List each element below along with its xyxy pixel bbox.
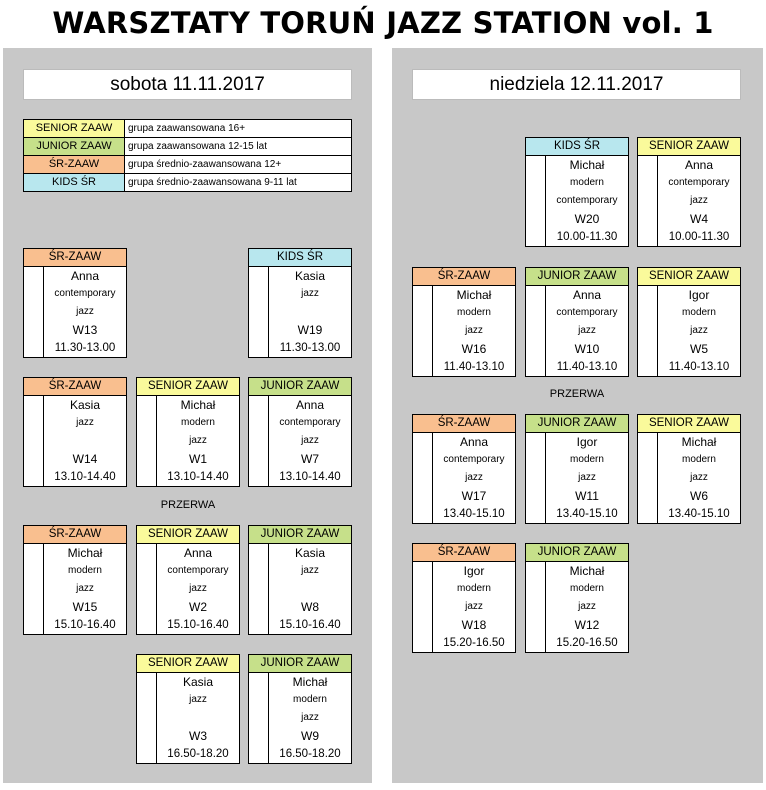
sunday-workshop-card bbox=[412, 543, 516, 653]
workshop-time: 15.20-16.50 bbox=[443, 637, 505, 649]
dance-style-secondary: jazz bbox=[690, 325, 708, 336]
workshop-code: W11 bbox=[575, 489, 599, 503]
group-badge: JUNIOR ZAAW bbox=[249, 526, 351, 544]
legend-code: ŚR-ZAAW bbox=[24, 156, 125, 173]
card-margin-cell bbox=[413, 562, 433, 652]
workshop-time: 13.40-15.10 bbox=[443, 508, 505, 520]
legend-description: grupa zaawansowana 12-15 lat bbox=[125, 138, 351, 155]
card-margin-cell bbox=[24, 267, 44, 357]
card-margin-cell bbox=[137, 396, 157, 486]
workshop-time: 16.50-18.20 bbox=[167, 748, 229, 760]
workshop-time: 11.40-13.10 bbox=[668, 361, 730, 373]
card-margin-cell bbox=[249, 267, 269, 357]
group-badge: SENIOR ZAAW bbox=[137, 378, 239, 396]
saturday-workshop-card bbox=[23, 248, 127, 358]
dance-style-secondary: jazz bbox=[189, 435, 207, 446]
dance-style-secondary: jazz bbox=[301, 435, 319, 446]
group-badge: KIDS ŚR bbox=[526, 138, 628, 156]
card-margin-cell bbox=[638, 156, 658, 246]
workshop-code: W9 bbox=[301, 729, 319, 743]
workshop-code: W4 bbox=[690, 212, 708, 226]
card-margin-cell bbox=[526, 156, 546, 246]
teacher-name: Anna bbox=[295, 398, 325, 412]
workshop-time: 11.40-13.10 bbox=[556, 361, 618, 373]
dance-style-secondary bbox=[157, 709, 239, 727]
workshop-code: W2 bbox=[189, 600, 207, 614]
dance-style: contemporary bbox=[167, 565, 229, 576]
card-margin-cell bbox=[137, 544, 157, 634]
sunday-workshop-card bbox=[525, 543, 629, 653]
dance-style: modern bbox=[457, 583, 491, 594]
dance-style-secondary: jazz bbox=[189, 583, 207, 594]
dance-style-secondary: jazz bbox=[578, 472, 596, 483]
sunday-day-label: niedziela 12.11.2017 bbox=[412, 69, 741, 100]
sunday-workshop-card bbox=[412, 267, 516, 377]
group-badge: KIDS ŚR bbox=[249, 249, 351, 267]
workshop-code: W8 bbox=[301, 600, 319, 614]
dance-style: modern bbox=[570, 454, 604, 465]
teacher-name: Anna bbox=[70, 269, 100, 283]
saturday-day-label: sobota 11.11.2017 bbox=[23, 69, 352, 100]
teacher-name: Anna bbox=[459, 435, 489, 449]
workshop-code: W12 bbox=[574, 618, 600, 632]
sunday-workshop-card bbox=[525, 414, 629, 524]
teacher-name: Michał bbox=[67, 546, 103, 560]
workshop-time: 15.10-16.40 bbox=[279, 619, 341, 631]
saturday-workshop-card bbox=[136, 654, 240, 764]
card-margin-cell bbox=[638, 286, 658, 376]
dance-style-secondary: jazz bbox=[465, 325, 483, 336]
workshop-time: 13.40-15.10 bbox=[668, 508, 730, 520]
dance-style-secondary: jazz bbox=[76, 583, 94, 594]
teacher-name: Anna bbox=[684, 158, 714, 172]
group-badge: ŚR-ZAAW bbox=[24, 249, 126, 267]
dance-style-secondary bbox=[44, 432, 126, 450]
workshop-code: W19 bbox=[297, 323, 323, 337]
group-legend bbox=[23, 119, 352, 192]
legend-row bbox=[24, 138, 351, 156]
teacher-name: Kasia bbox=[69, 398, 101, 412]
page-title: WARSZTATY TORUŃ JAZZ STATION vol. 1 bbox=[52, 6, 714, 40]
saturday-workshop-card bbox=[248, 377, 352, 487]
workshop-code: W10 bbox=[574, 342, 600, 356]
dance-style: contemporary bbox=[279, 417, 341, 428]
teacher-name: Kasia bbox=[294, 546, 326, 560]
saturday-workshop-card bbox=[136, 377, 240, 487]
workshop-time: 10.00-11.30 bbox=[556, 231, 618, 243]
workshop-time: 13.40-15.10 bbox=[556, 508, 618, 520]
saturday-workshop-card bbox=[248, 248, 352, 358]
group-badge: JUNIOR ZAAW bbox=[249, 378, 351, 396]
group-badge: ŚR-ZAAW bbox=[413, 544, 515, 562]
card-margin-cell bbox=[249, 673, 269, 763]
workshop-time: 13.10-14.40 bbox=[167, 471, 229, 483]
group-badge: SENIOR ZAAW bbox=[638, 415, 740, 433]
group-badge: SENIOR ZAAW bbox=[638, 138, 740, 156]
sunday-break-label: PRZERWA bbox=[549, 388, 605, 400]
legend-row bbox=[24, 174, 351, 192]
teacher-name: Michał bbox=[180, 398, 216, 412]
dance-style-secondary: jazz bbox=[465, 601, 483, 612]
dance-style: modern bbox=[293, 694, 327, 705]
dance-style: jazz bbox=[301, 288, 319, 299]
workshop-code: W14 bbox=[72, 452, 98, 466]
teacher-name: Michał bbox=[456, 288, 492, 302]
dance-style: jazz bbox=[76, 417, 94, 428]
sunday-workshop-card bbox=[637, 267, 741, 377]
workshop-code: W15 bbox=[72, 600, 98, 614]
group-badge: SENIOR ZAAW bbox=[137, 526, 239, 544]
group-badge: SENIOR ZAAW bbox=[137, 655, 239, 673]
legend-code: SENIOR ZAAW bbox=[24, 120, 125, 137]
saturday-break-label: PRZERWA bbox=[160, 499, 216, 511]
dance-style: modern bbox=[682, 307, 716, 318]
card-margin-cell bbox=[24, 544, 44, 634]
sunday-workshop-card bbox=[525, 267, 629, 377]
workshop-time: 15.10-16.40 bbox=[167, 619, 229, 631]
saturday-workshop-card bbox=[23, 525, 127, 635]
dance-style-secondary: contemporary bbox=[556, 195, 618, 206]
group-badge: ŚR-ZAAW bbox=[24, 378, 126, 396]
card-margin-cell bbox=[24, 396, 44, 486]
group-badge: SENIOR ZAAW bbox=[638, 268, 740, 286]
workshop-code: W6 bbox=[690, 489, 708, 503]
workshop-time: 13.10-14.40 bbox=[279, 471, 341, 483]
sunday-workshop-card bbox=[412, 414, 516, 524]
workshop-code: W7 bbox=[301, 452, 319, 466]
teacher-name: Kasia bbox=[294, 269, 326, 283]
legend-code: JUNIOR ZAAW bbox=[24, 138, 125, 155]
group-badge: JUNIOR ZAAW bbox=[249, 655, 351, 673]
legend-description: grupa zaawansowana 16+ bbox=[125, 120, 351, 137]
teacher-name: Igor bbox=[576, 435, 598, 449]
group-badge: JUNIOR ZAAW bbox=[526, 415, 628, 433]
dance-style: jazz bbox=[189, 694, 207, 705]
dance-style: contemporary bbox=[54, 288, 116, 299]
card-margin-cell bbox=[526, 562, 546, 652]
card-margin-cell bbox=[137, 673, 157, 763]
card-margin-cell bbox=[249, 396, 269, 486]
dance-style: contemporary bbox=[668, 177, 730, 188]
legend-row bbox=[24, 120, 351, 138]
workshop-time: 11.30-13.00 bbox=[54, 342, 116, 354]
dance-style-secondary: jazz bbox=[578, 325, 596, 336]
card-margin-cell bbox=[413, 433, 433, 523]
teacher-name: Michał bbox=[569, 158, 605, 172]
card-margin-cell bbox=[526, 286, 546, 376]
dance-style: modern bbox=[570, 177, 604, 188]
card-margin-cell bbox=[413, 286, 433, 376]
workshop-time: 11.30-13.00 bbox=[279, 342, 341, 354]
dance-style: jazz bbox=[301, 565, 319, 576]
legend-description: grupa średnio-zaawansowana 9-11 lat bbox=[125, 174, 351, 191]
group-badge: ŚR-ZAAW bbox=[24, 526, 126, 544]
teacher-name: Michał bbox=[569, 564, 605, 578]
dance-style: contemporary bbox=[556, 307, 618, 318]
workshop-code: W17 bbox=[461, 489, 487, 503]
teacher-name: Kasia bbox=[182, 675, 214, 689]
saturday-workshop-card bbox=[248, 525, 352, 635]
dance-style-secondary bbox=[269, 303, 351, 321]
saturday-workshop-card bbox=[248, 654, 352, 764]
workshop-time: 10.00-11.30 bbox=[668, 231, 730, 243]
teacher-name: Michał bbox=[681, 435, 717, 449]
dance-style-secondary bbox=[269, 580, 351, 598]
dance-style-secondary: jazz bbox=[465, 472, 483, 483]
card-margin-cell bbox=[638, 433, 658, 523]
dance-style: modern bbox=[570, 583, 604, 594]
dance-style-secondary: jazz bbox=[301, 712, 319, 723]
workshop-code: W1 bbox=[189, 452, 207, 466]
workshop-code: W18 bbox=[461, 618, 487, 632]
workshop-code: W3 bbox=[189, 729, 207, 743]
workshop-time: 13.10-14.40 bbox=[54, 471, 116, 483]
workshop-time: 15.20-16.50 bbox=[556, 637, 618, 649]
sunday-workshop-card bbox=[637, 414, 741, 524]
workshop-time: 15.10-16.40 bbox=[54, 619, 116, 631]
group-badge: JUNIOR ZAAW bbox=[526, 544, 628, 562]
teacher-name: Michał bbox=[292, 675, 328, 689]
workshop-code: W20 bbox=[574, 212, 600, 226]
teacher-name: Igor bbox=[688, 288, 710, 302]
legend-code: KIDS ŚR bbox=[24, 174, 125, 191]
workshop-time: 16.50-18.20 bbox=[279, 748, 341, 760]
workshop-code: W5 bbox=[690, 342, 708, 356]
dance-style: modern bbox=[457, 307, 491, 318]
dance-style: modern bbox=[181, 417, 215, 428]
dance-style-secondary: jazz bbox=[76, 306, 94, 317]
group-badge: JUNIOR ZAAW bbox=[526, 268, 628, 286]
legend-description: grupa średnio-zaawansowana 12+ bbox=[125, 156, 351, 173]
sunday-workshop-card bbox=[525, 137, 629, 247]
dance-style-secondary: jazz bbox=[578, 601, 596, 612]
dance-style-secondary: jazz bbox=[690, 472, 708, 483]
dance-style: modern bbox=[682, 454, 716, 465]
group-badge: ŚR-ZAAW bbox=[413, 415, 515, 433]
dance-style-secondary: jazz bbox=[690, 195, 708, 206]
sunday-workshop-card bbox=[637, 137, 741, 247]
teacher-name: Anna bbox=[572, 288, 602, 302]
teacher-name: Anna bbox=[183, 546, 213, 560]
saturday-workshop-card bbox=[136, 525, 240, 635]
workshop-code: W13 bbox=[72, 323, 98, 337]
group-badge: ŚR-ZAAW bbox=[413, 268, 515, 286]
saturday-workshop-card bbox=[23, 377, 127, 487]
legend-row bbox=[24, 156, 351, 174]
dance-style: modern bbox=[68, 565, 102, 576]
workshop-code: W16 bbox=[461, 342, 487, 356]
card-margin-cell bbox=[526, 433, 546, 523]
card-margin-cell bbox=[249, 544, 269, 634]
teacher-name: Igor bbox=[463, 564, 485, 578]
dance-style: contemporary bbox=[443, 454, 505, 465]
workshop-time: 11.40-13.10 bbox=[443, 361, 505, 373]
